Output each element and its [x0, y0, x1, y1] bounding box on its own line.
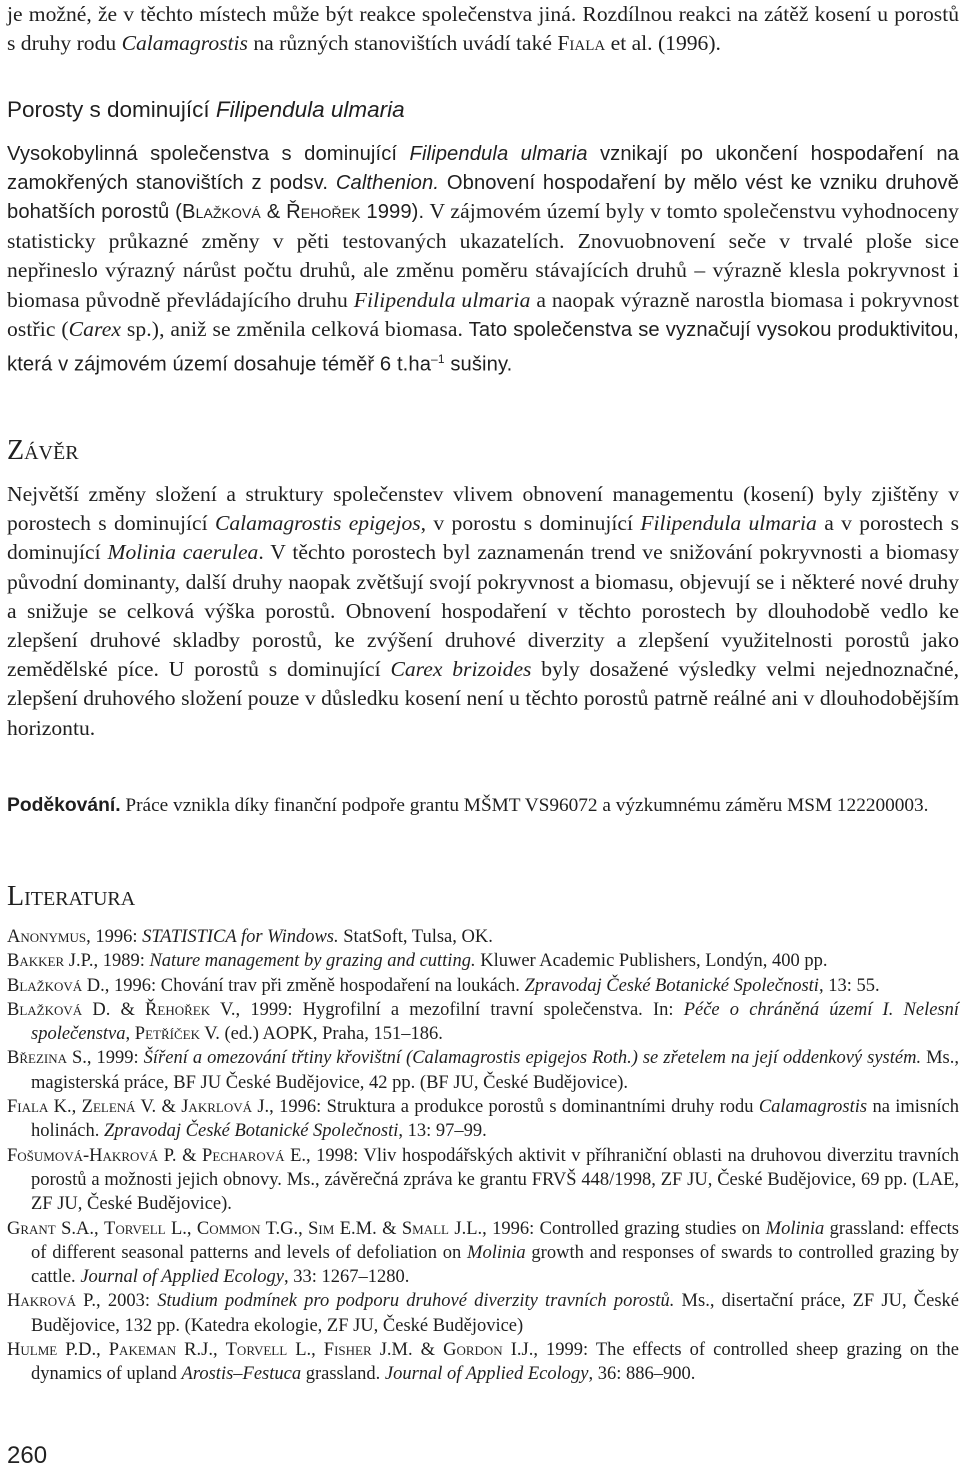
text-run: &: [260, 201, 287, 223]
intro-paragraph: [7, 0, 959, 57]
reference-item: [7, 1338, 959, 1387]
ref-text: na imisních holinách.: [31, 1097, 959, 1142]
text-run: Obnovení hospodaření by mělo vést ke vzniku druhově bohatších porostů (: [7, 171, 959, 223]
reference-item: [7, 1095, 959, 1144]
reference-item: [7, 1046, 959, 1095]
species-name: Filipendula ulmaria: [353, 287, 531, 312]
ref-text: L.,: [287, 1340, 324, 1361]
ref-title: Calamagrostis: [758, 1097, 868, 1118]
ref-text: V. (ed.) AOPK, Praha, 151–186.: [199, 1024, 443, 1045]
citation-author: Fiala: [557, 30, 606, 55]
ref-author: Bakker: [7, 951, 65, 972]
ref-text: P. &: [158, 1145, 203, 1166]
ref-title: Zpravodaj České Botanické Společnosti: [103, 1121, 399, 1142]
text-run: sušiny.: [444, 353, 513, 376]
ref-text: growth and responses of swards to controlled grazing by cattle.: [31, 1242, 959, 1288]
species-name: Calamagrostis: [121, 30, 248, 55]
ref-text: Ms., magisterská práce, BF JU České Budějovice, 42 pp. (BF JU, České Budějovice).: [31, 1048, 959, 1093]
ref-text: , 13: 97–99.: [398, 1121, 487, 1142]
reference-list: [7, 925, 959, 1387]
ref-title: Molinia: [467, 1242, 526, 1263]
text-run: byly dosažené výsledky velmi nejednoznačné, zlepšení druhového složení pouze v důsledku kosení není u těchto porostů patrně reálné ani v dlouhodobějším horizontu.: [7, 657, 959, 740]
reference-item: [7, 925, 959, 949]
ref-author: Small: [401, 1218, 449, 1239]
porosty-paragraph: [7, 140, 959, 379]
reference-item: [7, 949, 959, 973]
ref-text: Kluwer Academic Publishers, Londýn, 400 pp.: [475, 951, 828, 972]
text-run: 1999).: [360, 201, 425, 223]
ref-author: Petříček: [134, 1024, 200, 1045]
ref-text: S.A.,: [55, 1218, 105, 1239]
ref-author: Fošumová-Hakrová: [7, 1145, 159, 1166]
ref-title: Arostis–Festuca: [181, 1364, 302, 1385]
ref-author: Fisher: [323, 1340, 372, 1361]
ref-author: Blažková: [7, 999, 83, 1020]
species-name: Calamagrostis epigejos: [214, 511, 421, 536]
ref-author: Pecharová: [202, 1145, 285, 1166]
reference-item: [7, 1144, 959, 1217]
ref-author: Hulme: [7, 1340, 58, 1361]
ref-text: P., 2003:: [75, 1291, 158, 1312]
text-run: a v porostech s dominující: [7, 511, 959, 565]
ref-text: I.J., 1999: The effects of controlled sheep grazing on the dynamics of upland: [31, 1340, 959, 1385]
ref-title: Journal of Applied Ecology: [80, 1267, 284, 1288]
ref-text: grassland.: [301, 1364, 385, 1385]
ref-text: grassland: effects of different seasonal patterns and levels of defoliation on: [31, 1218, 959, 1263]
ref-author: Hakrová: [7, 1291, 76, 1312]
ref-text: T.G.,: [260, 1218, 309, 1239]
heading-text: Porosty s dominující: [7, 97, 216, 122]
section-heading-literatura: Literatura: [7, 881, 136, 912]
ref-text: V., 1999: Hygrofilní a mezofilní travní společenstva. In:: [210, 999, 684, 1020]
text-run: Tato společenstva se vyznačují vysokou produktivitou, která v zájmovém území dosahuje téměř 6 t.ha: [7, 319, 959, 376]
ref-text: K.,: [48, 1097, 82, 1118]
species-name: Molinia caerulea: [107, 540, 259, 565]
ref-text: StatSoft, Tulsa, OK.: [338, 927, 493, 947]
alliance-name: Calthenion.: [335, 171, 440, 194]
zaver-paragraph: [7, 480, 959, 743]
ref-text: ,: [125, 1024, 135, 1045]
ref-author: Grant: [7, 1218, 56, 1239]
ref-text: J.P., 1989:: [64, 951, 150, 972]
ref-author: Blažková: [7, 975, 83, 996]
ref-text: J., 1996: Struktura a produkce porostů s dominantními druhy rodu: [252, 1097, 759, 1118]
ref-text: J.L., 1996: Controlled grazing studies on: [448, 1218, 766, 1239]
text-run: vznikají po ukončení hospodaření na zamokřených stanovištích z podsv.: [7, 143, 960, 194]
ref-author: Anonymus: [7, 927, 87, 947]
ref-text: L.,: [165, 1218, 197, 1239]
ref-text: E., 1998: Vliv hospodářských aktivit v příhraniční oblasti na druhovou diverzitu travních porostů a možnosti jejich obnovy. Ms., závěrečná zpráva ke grantu FRVŠ 448/1998, ZF JU, České Budějovice, 69 pp. (LAE, ZF JU, České Budějovice).: [31, 1145, 959, 1215]
ref-text: R.J.,: [176, 1340, 226, 1361]
ref-text: P.D.,: [57, 1340, 109, 1361]
ref-text: D. &: [82, 999, 146, 1020]
ref-author: Březina: [7, 1048, 67, 1069]
ref-author: Torvell: [104, 1218, 166, 1239]
section-heading-zaver: Závěr: [7, 435, 79, 466]
ref-author: Zelená: [81, 1097, 136, 1118]
ref-author: Řehořek: [145, 999, 211, 1020]
text-run: V zájmovém území byly v tomto společenstvu vyhodnoceny statisticky průkazné změny v pěti testovaných ukazatelích.: [7, 199, 960, 253]
ref-text: , 1996:: [86, 927, 143, 947]
ref-author: Jakrlová: [181, 1097, 252, 1118]
ref-title: Nature management by grazing and cutting.: [149, 951, 476, 972]
ref-title: STATISTICA for Windows.: [142, 927, 339, 947]
ref-text: J.M. &: [371, 1340, 444, 1361]
ref-title: Zpravodaj České Botanické Společnosti: [524, 975, 819, 996]
ref-text: V. &: [135, 1097, 182, 1118]
ref-author: Fiala: [7, 1097, 49, 1118]
ref-text: , 13: 55.: [818, 975, 880, 996]
reference-item: [7, 974, 959, 998]
text-run: et al. (1996).: [605, 30, 721, 55]
ref-text: Ms., disertační práce, ZF JU, České Budějovice, 132 pp. (Katedra ekologie, ZF JU, České Budějovice): [31, 1291, 959, 1336]
species-name: Filipendula ulmaria: [409, 143, 588, 165]
acknowledgement: [7, 793, 959, 818]
ref-author: Common: [196, 1218, 261, 1239]
ref-title: Péče o chráněná území I. Nelesní společenstva: [31, 999, 960, 1045]
ref-text: S., 1999:: [67, 1048, 144, 1069]
species-name: Carex: [68, 317, 122, 341]
text-run: a naopak výrazně narostla biomasa i pokryvnost ostřic (: [7, 287, 959, 341]
reference-item: [7, 1217, 959, 1290]
ref-author: Gordon: [443, 1340, 503, 1361]
text-run: sp.), aniž se změnila celková biomasa.: [121, 317, 464, 341]
text-run: , v porostu s dominující: [420, 511, 641, 536]
reference-item: [7, 1289, 959, 1338]
ref-author: Sim: [308, 1218, 335, 1239]
citation-author: Blažková: [182, 201, 261, 223]
ref-author: Pakeman: [108, 1340, 177, 1361]
page-number: 260: [7, 1442, 48, 1469]
ref-text: D., 1996: Chování trav při změně hospodaření na loukách.: [82, 975, 525, 996]
species-name: Carex brizoides: [390, 657, 532, 682]
section-heading-porosty: [7, 96, 405, 124]
text-run: Vysokobylinná společenstva s dominující: [7, 143, 410, 165]
text-run: Znovuobnovení seče v trvalé ploše sice nepřineslo výrazný nárůst počtu druhů, ale změnu poměru stávajících druhů – výrazně klesla pokryvnost i biomasa původně převládajícího druhu: [7, 228, 959, 312]
ref-title: Molinia: [765, 1218, 825, 1239]
superscript: –1: [431, 351, 445, 366]
ref-text: , 36: 886–900.: [588, 1364, 696, 1385]
species-name: Filipendula ulmaria: [640, 511, 817, 536]
text-run: je možné, že v těchto místech může být reakce společenstva jiná. Rozdílnou reakci na zátěž kosení u porostů s druhy rodu: [7, 2, 959, 55]
ref-title: Journal of Applied Ecology: [384, 1364, 589, 1385]
ref-text: E.M. &: [334, 1218, 402, 1239]
text-run: Největší změny složení a struktury společenstev vlivem obnovení managementu (kosení) byly zjištěny v porostech s dominující: [7, 482, 959, 536]
text-run: . V těchto porostech byl zaznamenán trend ve snižování pokryvnosti a biomasy původní dominanty, další druhy naopak zvětšují svojí pokryvnost a biomasu, objevují se i některé nové druhy a snižuje se celková výška porostů. Obnovení hospodaření v těchto porostech by dlouhodobě vedlo ke zlepšení druhové skladby porostů, ke zvýšení druhové diverzity a zlepšení využitelnosti porostů jako zemědělské píce. U porostů s dominující: [7, 540, 960, 682]
acknowledgement-label: Poděkování.: [7, 795, 121, 816]
ref-text: , 33: 1267–1280.: [283, 1267, 410, 1288]
reference-item: [7, 998, 959, 1047]
ref-author: Torvell: [225, 1340, 288, 1361]
text-run: na různých stanovištích uvádí také: [247, 30, 558, 55]
citation-author: Řehořek: [286, 201, 361, 223]
acknowledgement-text: Práce vznikla díky finanční podpoře grantu MŠMT VS96072 a výzkumnému záměru MSM 122200003.: [120, 795, 929, 816]
ref-title: Šíření a omezování třtiny křovištní (Calamagrostis epigejos Roth.) se zřetelem na její oddenkový systém.: [143, 1048, 922, 1069]
heading-species: Filipendula ulmaria: [215, 97, 405, 122]
ref-title: Studium podmínek pro podporu druhové diverzity travních porostů.: [157, 1291, 675, 1312]
